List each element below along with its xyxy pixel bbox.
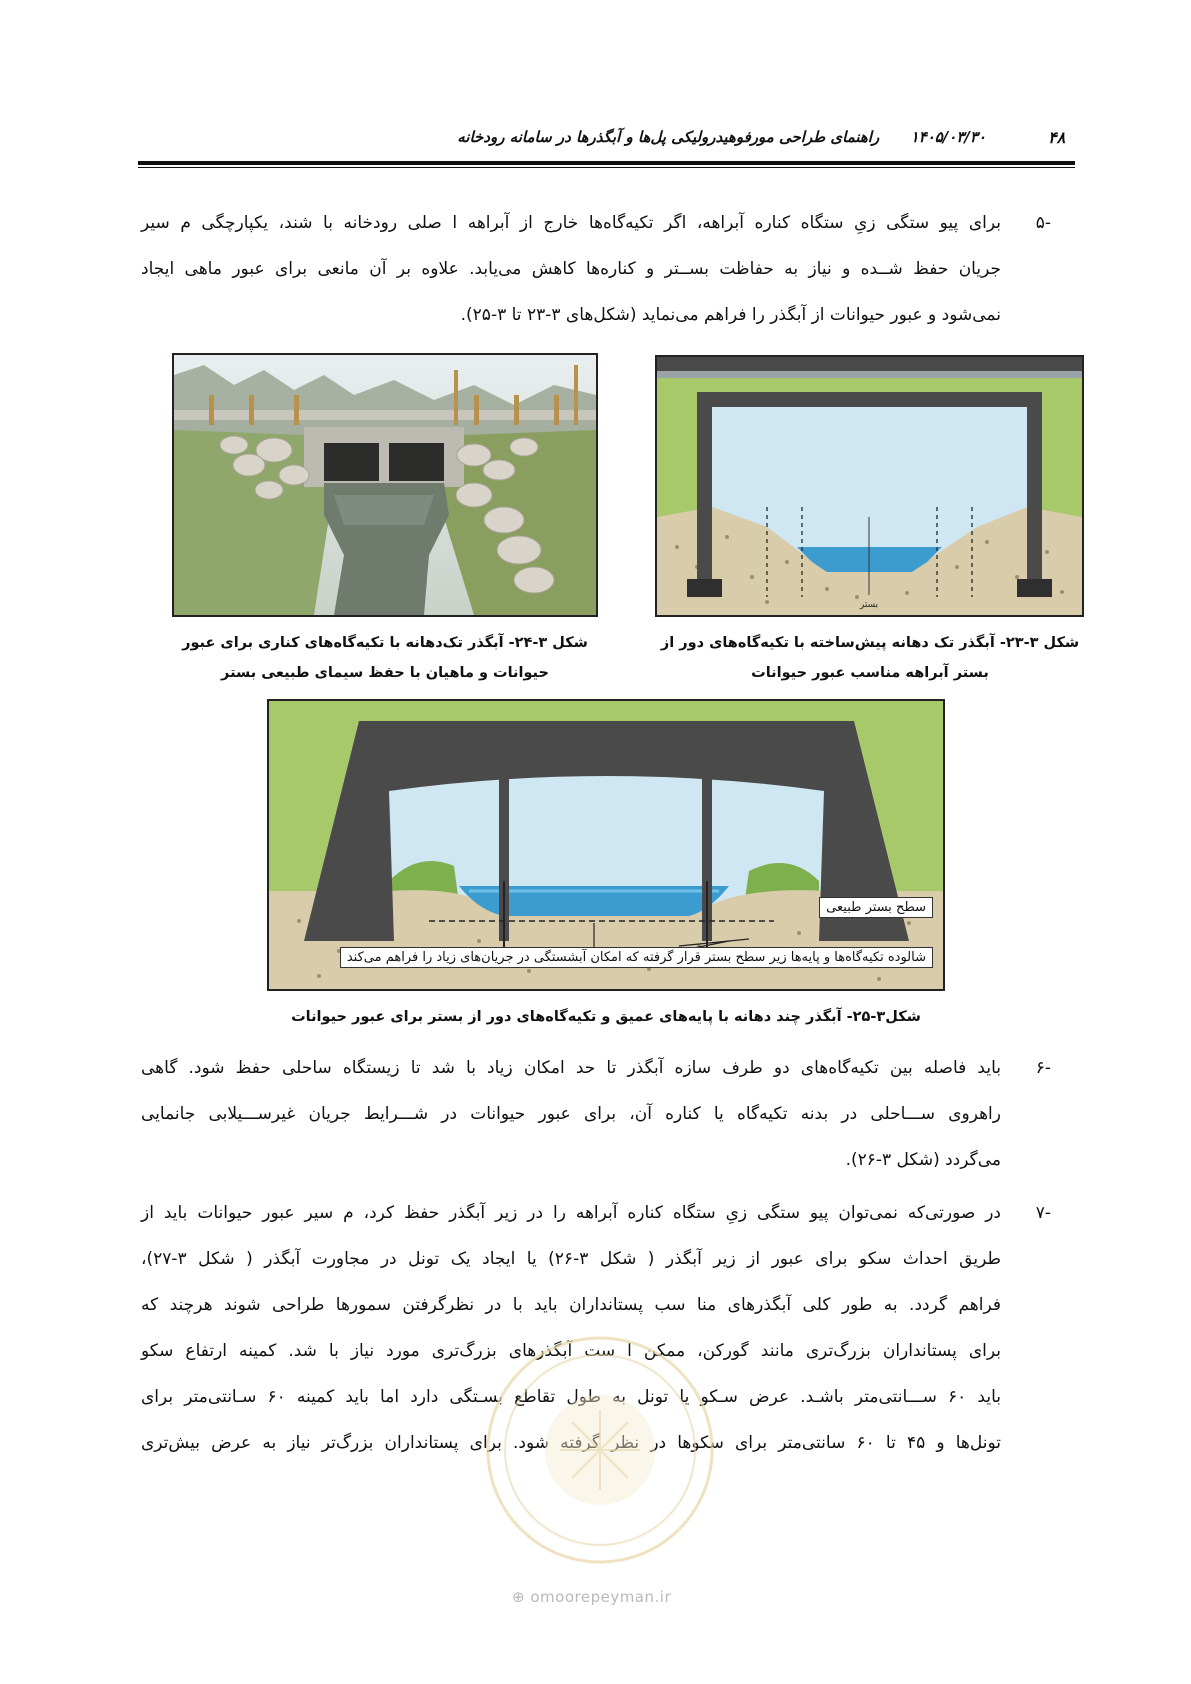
page-number: ۴۸ [1048, 128, 1066, 147]
figure-3-23-diagram [657, 357, 1082, 615]
para6-bullet: -۶ [1035, 1058, 1051, 1078]
figure-3-25-diagram [269, 701, 943, 989]
fig24-caption-line-1: شکل ۳-۲۴- آبگذر تک‌دهانه با تکیه‌گاه‌های کناری برای عبور [182, 635, 588, 651]
header-rule [138, 161, 1075, 165]
para7-line-3: فراهم گردد. به طور کلی آبگذرهای منا سب پستانداران باید با در نظرگرفتن سمورها طراحی شوند هرچند که [141, 1295, 1001, 1315]
para6-line-2: راهروی ســـاحلی در بدنه تکیه‌گاه یا کناره آن، برای عبور حیوانات در شـــرایط جریان غیرســـیلابی جانمایی [141, 1104, 1001, 1124]
figure-3-24-photo [174, 355, 596, 615]
paragraph-6 [141, 1045, 1001, 1183]
watermark-globe-icon: ⊕ [512, 1588, 526, 1606]
fig23-caption-line-1: شکل ۳-۲۳- آبگذر تک دهانه پیش‌ساخته با تکیه‌گاه‌های دور از [660, 635, 1080, 651]
figure-3-23-caption [640, 628, 1100, 688]
figure-3-25-caption: شکل۳-۲۵- آبگذر چند دهانه با پایه‌های عمیق و تکیه‌گاه‌های دور از بستر برای عبور حیوانات [291, 1009, 921, 1025]
para6-line-3: می‌گردد (شکل ۳-۲۶). [845, 1150, 1001, 1170]
watermark-url [512, 1588, 671, 1606]
para7-line-2: طریق احداث سکو برای عبور از زیر آبگذر ( شکل ۳-۲۶) یا ایجاد یک تونل در مجاورت آبگذر ( شکل ۳-۲۷)، [141, 1249, 1001, 1269]
fig23-bed-label: بستر [859, 600, 879, 610]
para5-line-2: جریان حفظ شــده و نیاز به حفاظت بســتر و کناره‌ها کاهش می‌یابد. علاوه بر آن مانعی برای عبور ماهی ایجاد [141, 259, 1001, 279]
watermark-text: omoorepeyman.ir [530, 1588, 672, 1606]
para5-bullet: -۵ [1035, 213, 1051, 233]
header-date: ۱۴۰۵/۰۳/۳۰ [910, 128, 986, 146]
para7-line-4: برای پستانداران بزرگ‌تری مانند گورکن، ممکن ا ست آبگذرهای بزرگ‌تری مورد نیاز با شد. کمینه ارتفاع سکو [141, 1341, 1001, 1361]
figure-3-24-caption [160, 628, 610, 688]
para5-line-3: نمی‌شود و عبور حیوانات از آبگذر را فراهم می‌نماید (شکل‌های ۳-۲۳ تا ۳-۲۵). [460, 305, 1001, 325]
fig23-caption-line-2: بستر آبراهه مناسب عبور حیوانات [751, 665, 989, 681]
paragraph-5 [141, 200, 1001, 338]
fig24-caption-line-2: حیوانات و ماهیان با حفظ سیمای طبیعی بستر [221, 665, 549, 681]
running-header [457, 128, 986, 146]
fig25-bed-label: سطح بستر طبیعی [819, 897, 933, 918]
figure-3-25 [267, 699, 945, 991]
para5-line-1: برای پیو ستگی زیِ ستگاه کناره آبراهه، اگر تکیه‌گاه‌ها خارج از آبراهه ا صلی رودخانه با شند، یکپارچگی م سیر [141, 213, 1001, 233]
para7-line-1: در صورتی‌که نمی‌توان پیو ستگی زیِ ستگاه کناره آبراهه را در زیر آبگذر حفظ کرد، م سیر عبور حیوانات باید از [141, 1203, 1001, 1223]
fig25-footing-label: شالوده تکیه‌گاه‌ها و پایه‌ها زیر سطح بستر قرار گرفته که امکان آبشستگی در جریان‌های زیاد را فراهم می‌کند [340, 947, 933, 968]
para7-line-5: باید ۶۰ ســـانتی‌متر باشـد. عرض سـکو یا تونل به طول تقاطع بسـتگی دارد اما باید کمینه ۶۰ سـانتی‌متر برای [141, 1387, 1001, 1407]
para7-bullet: -۷ [1035, 1203, 1051, 1223]
figure-3-24 [172, 353, 598, 617]
watermark-seal [480, 1330, 720, 1570]
para7-line-6: تونل‌ها و ۴۵ تا ۶۰ سانتی‌متر برای سکوها در نظر گرفته شود. برای پستانداران بزرگ‌تر نیاز به عرض بیش‌تری [141, 1433, 1002, 1453]
header-title: راهنمای طراحی مورفوهیدرولیکی پل‌ها و آبگذرها در سامانه رودخانه [457, 128, 880, 146]
figure-3-23 [655, 355, 1084, 617]
header-rule-thin [138, 167, 1075, 168]
para6-line-1: باید فاصله بین تکیه‌گاه‌های دو طرف سازه آبگذر تا حد امکان زیاد با شد تا زیستگاه ساحلی حفظ شود. گاهی [141, 1058, 1001, 1078]
